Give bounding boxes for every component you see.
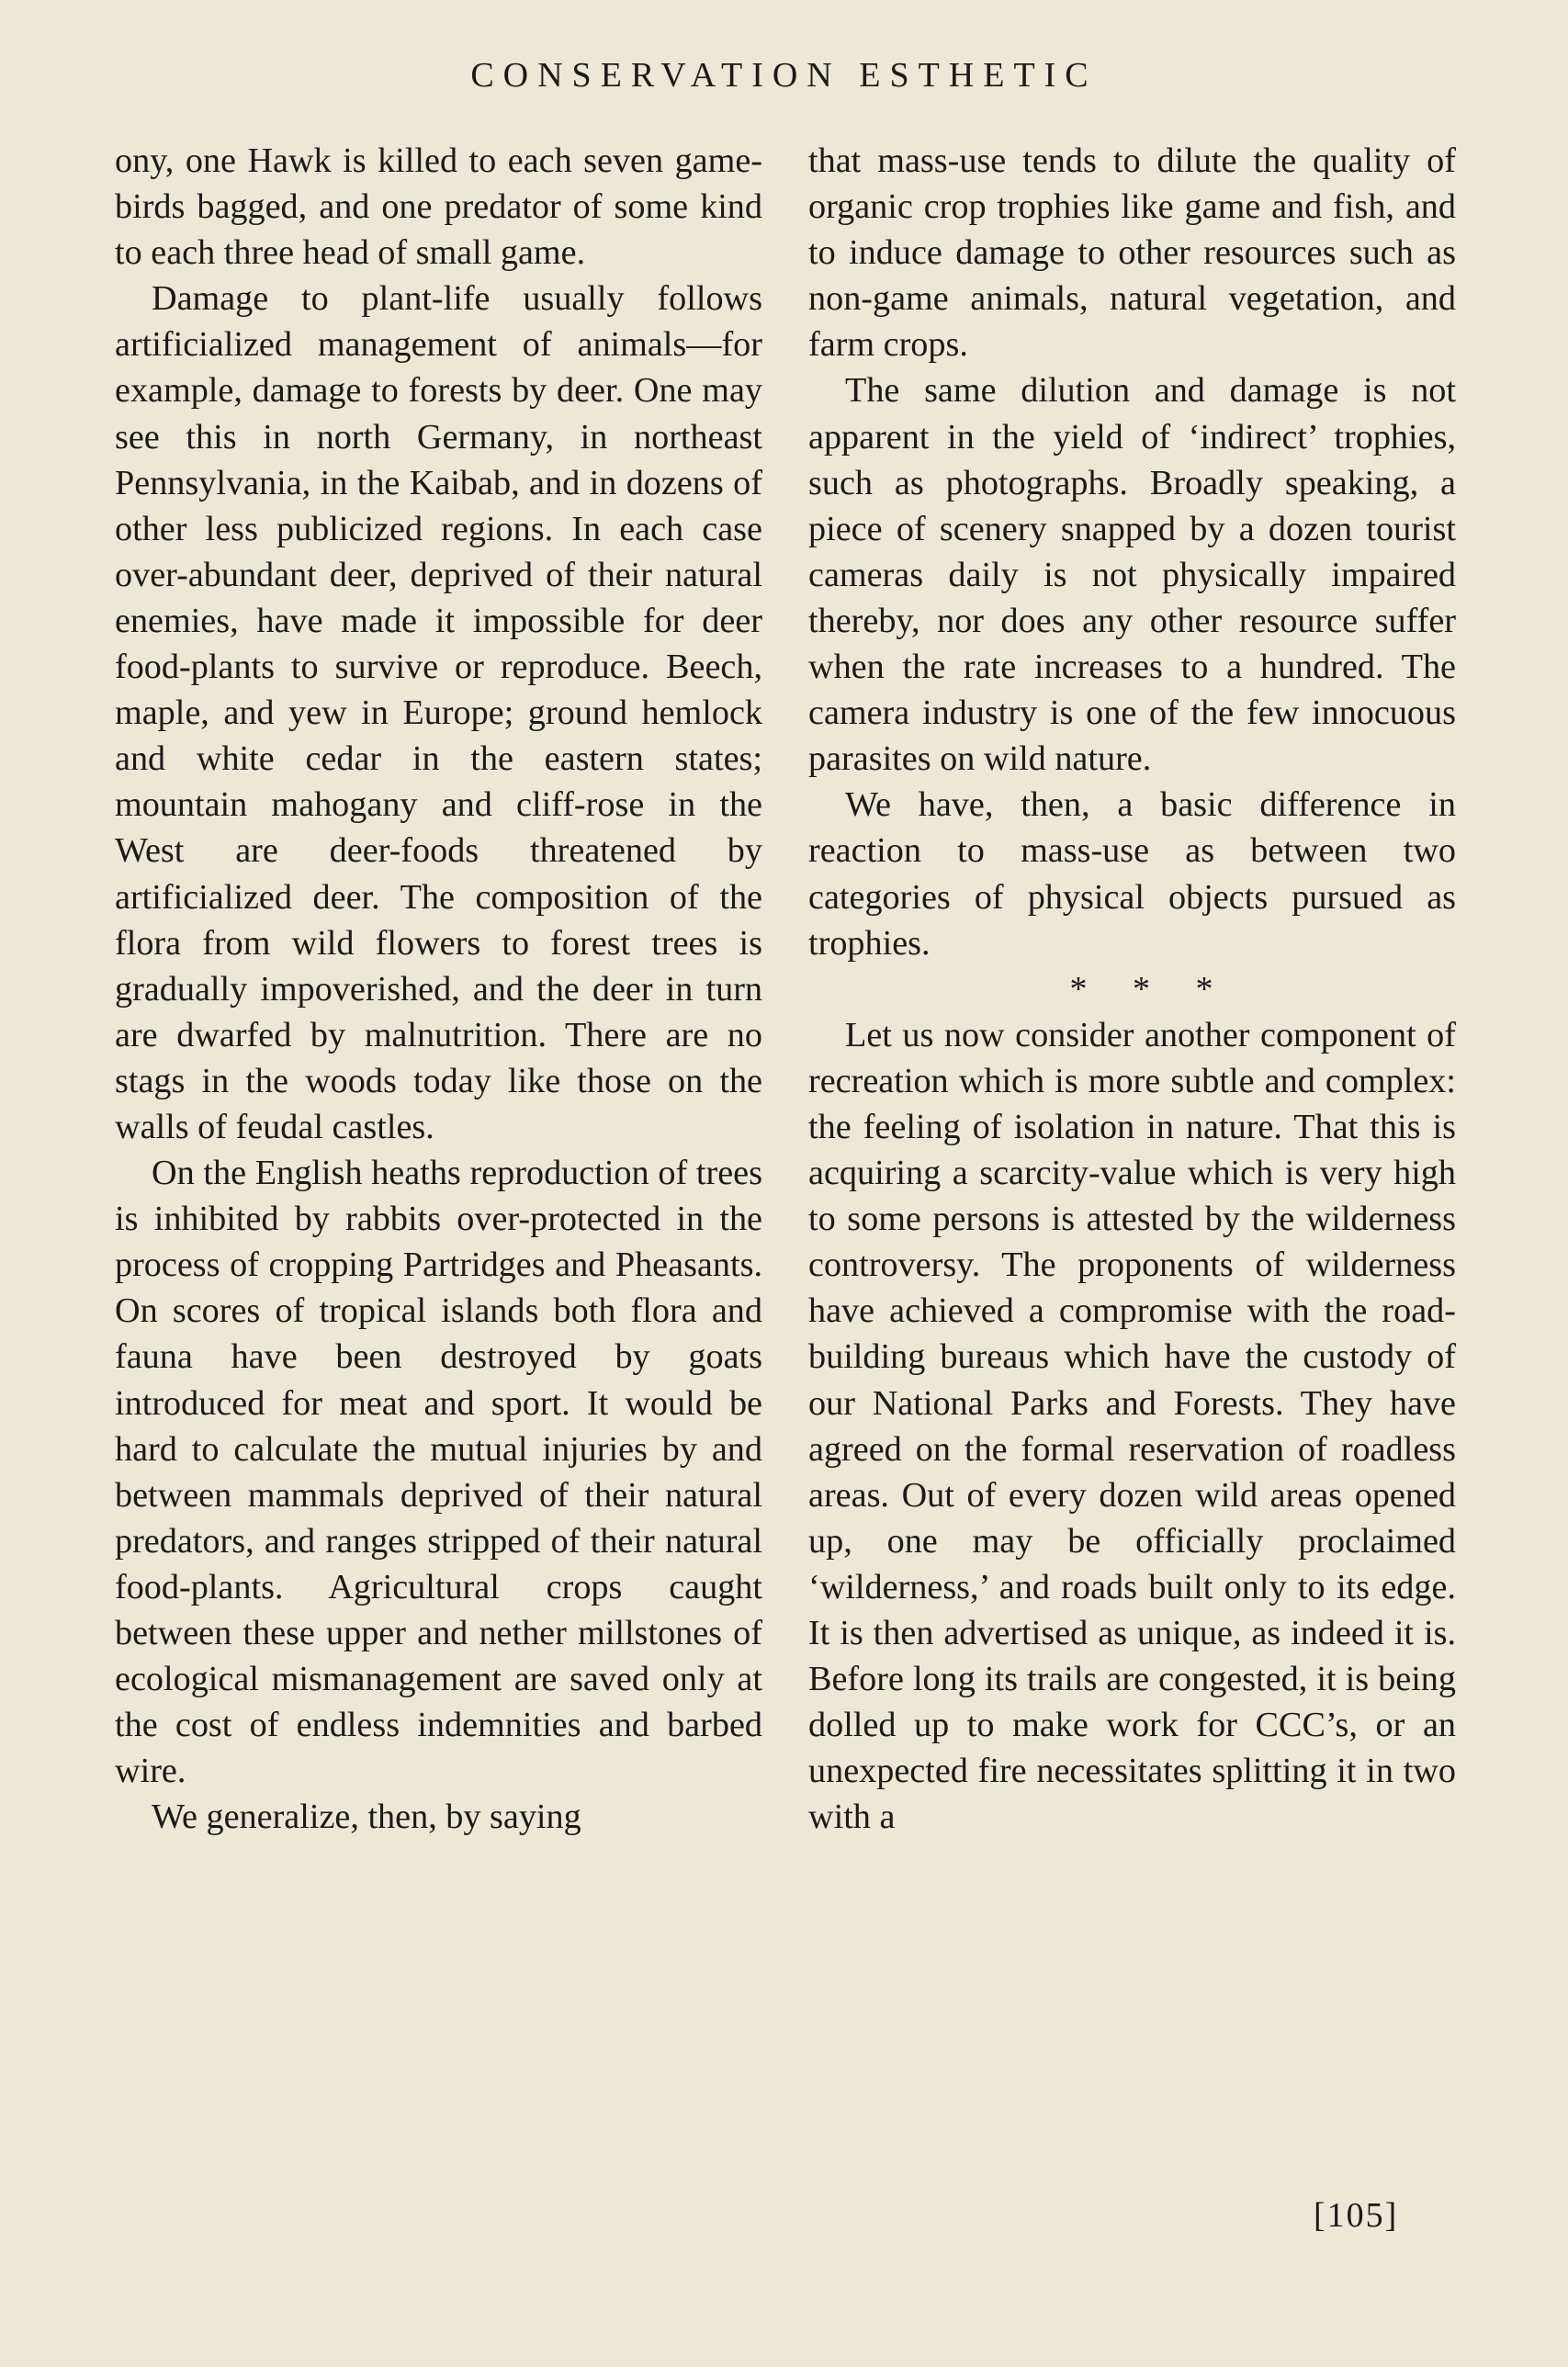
running-head: CONSERVATION ESTHETIC bbox=[470, 56, 1098, 95]
paragraph: Let us now consider another component of recreation which is more subtle and complex: the feeling of isolation in nature. That this is acquiring a scarcity-value which is very high to some persons is attested by the wilderness controversy. The proponents of wilderness have achieved a compromise with the road-building bureaus which have the custody of our National Parks and Forests. They have agreed on the formal reservation of roadless areas. Out of every dozen wild areas opened up, one may be officially proclaimed ‘wilderness,’ and roads built only to its edge. It is then advertised as unique, as indeed it is. Before long its trails are congested, it is being dolled up to make work for CCC’s, or an unexpected fire necessitates splitting it in two with a bbox=[808, 1015, 1456, 1837]
paragraph: The same dilution and damage is not apparent in the yield of ‘indirect’ trophies, such as photographs. Broadly speaking, a piece of scenery snapped by a dozen tourist cameras daily is not physically impaired thereby, nor does any other resource suffer when the rate increases to a hundred. The camera industry is one of the few innocuous parasites on wild nature. bbox=[808, 371, 1456, 779]
paragraph: that mass-use tends to dilute the quality of organic crop trophies like game and fish, and to induce damage to other resources such as non-game animals, natural vegetation, and farm crops. bbox=[808, 141, 1456, 365]
page-number: [105] bbox=[1314, 2196, 1399, 2235]
paragraph: On the English heaths reproduction of trees is inhibited by rabbits over-protected in the process of cropping Partridges and Pheasants. On scores of tropical islands both flora and fauna have been destroyed by goats introduced for meat and sport. It would be hard to calculate the mutual injuries by and between mammals deprived of their natural predators, and ranges stripped of their natural food-plants. Agricultural crops caught between these upper and nether millstones of ecological mismanagement are saved only at the cost of endless indemnities and barbed wire. bbox=[115, 1154, 762, 1791]
section-break: * * * bbox=[1069, 969, 1232, 1009]
left-column bbox=[115, 138, 762, 1840]
paragraph: Damage to plant-life usually follows artificialized management of animals—for example, damage to forests by deer. One may see this in north Germany, in northeast Pennsylvania, in the Kaibab, and in dozens of other less publicized regions. In each case over-abundant deer, deprived of their natural enemies, have made it impossible for deer food-plants to survive or reproduce. Beech, maple, and yew in Europe; ground hemlock and white cedar in the eastern states; mountain mahogany and cliff-rose in the West are deer-foods threatened by artificialized deer. The composition of the flora from wild flowers to forest trees is gradually impoverished, and the deer in turn are dwarfed by malnutrition. There are no stags in the woods today like those on the walls of feudal castles. bbox=[115, 279, 762, 1146]
paragraph: We generalize, then, by saying bbox=[152, 1798, 581, 1837]
right-column bbox=[808, 138, 1456, 1840]
paragraph: ony, one Hawk is killed to each seven game-birds bagged, and one predator of some kind to each three head of small game. bbox=[115, 141, 762, 273]
paragraph: We have, then, a basic difference in reaction to mass-use as between two categories of physical objects pursued as trophies. bbox=[808, 785, 1456, 963]
